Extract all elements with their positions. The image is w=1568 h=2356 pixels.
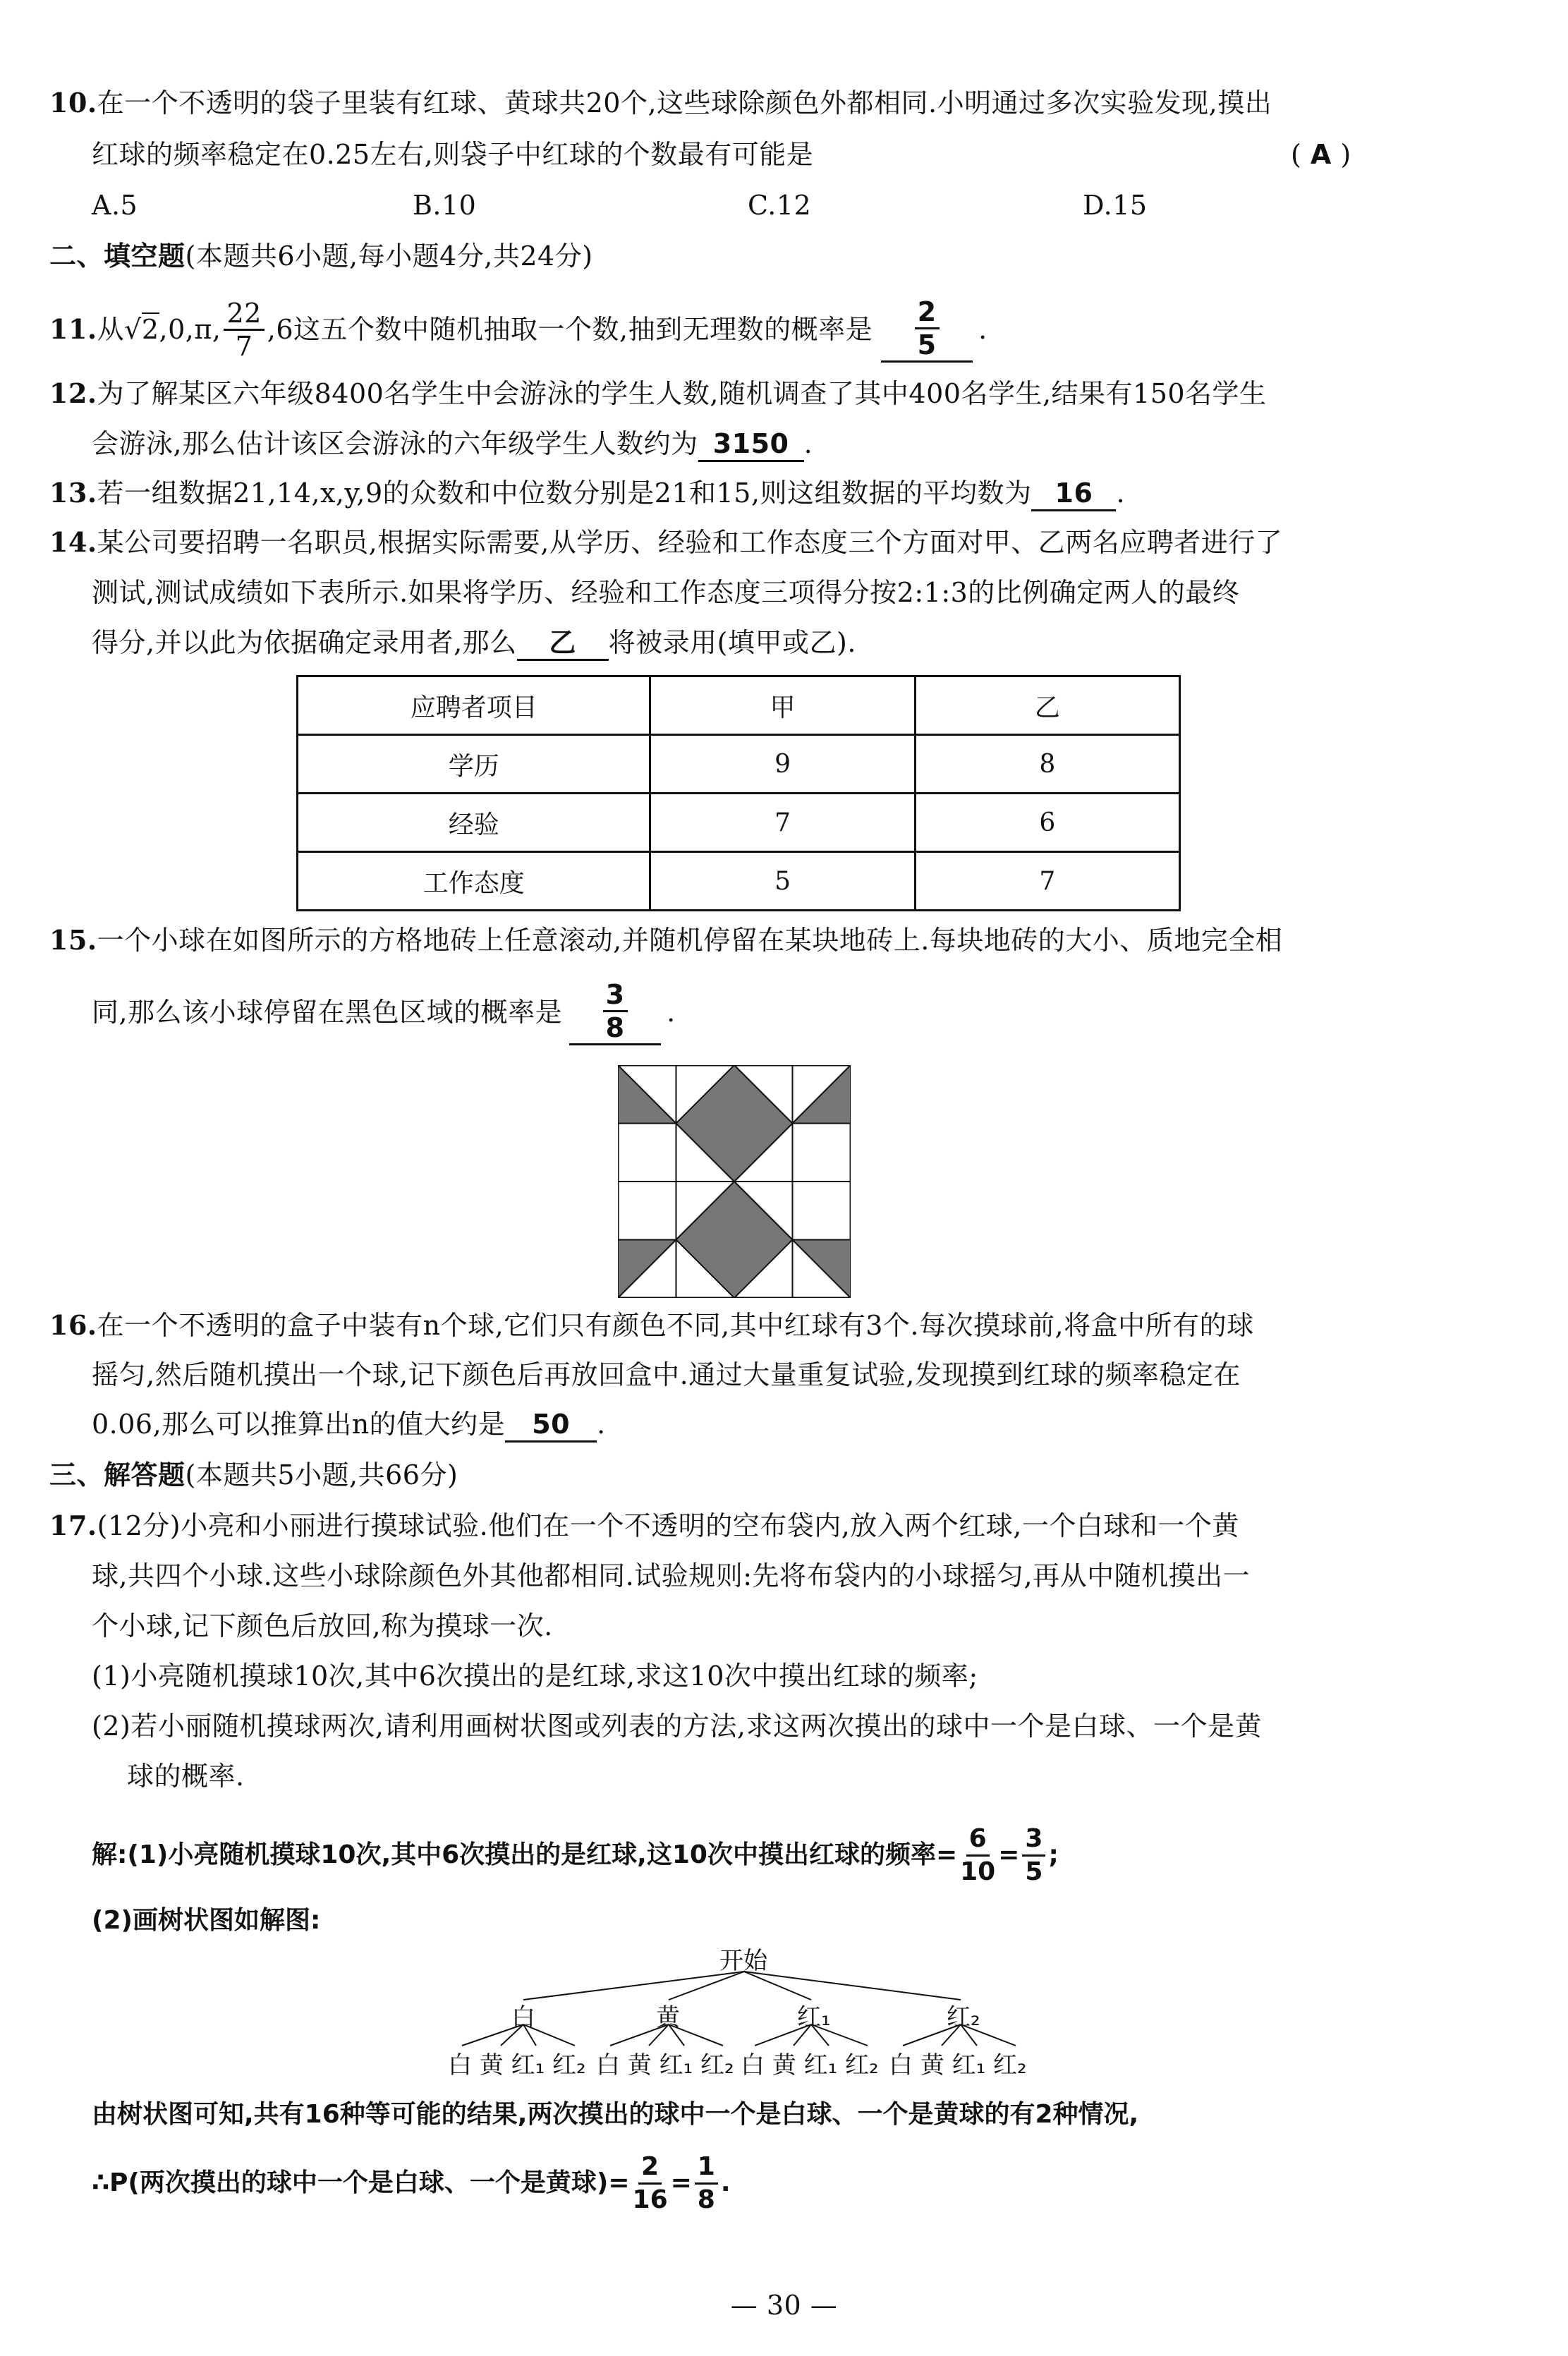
solution-line3: 由树状图可知,共有16种等可能的结果,两次摸出的球中一个是白球、一个是黄球的有2种情况,	[92, 2100, 1139, 2129]
q10-option-d: D.15	[1083, 190, 1148, 221]
q15-line2: 同,那么该小球停留在黑色区域的概率是 $\frac{3}{8}$ .	[92, 973, 676, 1051]
q10-option-b: B.10	[413, 190, 477, 221]
q14-line3: 得分,并以此为依据确定录用者,那么 乙 将被录用(填甲或乙).	[92, 626, 856, 661]
solution-line1: 解:(1)小亮随机摸球10次,其中6次摸出的是红球,这10次中摸出红球的频率= $\frac{6}{10}$ = $\frac{3}{5}$ ;	[92, 1823, 1059, 1886]
table-cell: 8	[915, 735, 1179, 794]
table-header: 甲	[650, 676, 915, 735]
tree-leaves: 白 黄 红₁ 红₂	[448, 2051, 586, 2079]
q10-line2: 红球的频率稳定在0.25左右,则袋子中红球的个数最有可能是	[92, 139, 814, 170]
q15-line1: 15.一个小球在如图所示的方格地砖上任意滚动,并随机停留在某块地砖上.每块地砖的大小、质地完全相	[49, 924, 1283, 956]
solution-line2: (2)画树状图如解图:	[92, 1906, 321, 1935]
table-cell: 经验	[298, 794, 650, 852]
tree-node: 黄	[656, 2003, 680, 2032]
tree-leaves: 白 黄 红₁ 红₂	[741, 2051, 879, 2079]
q14-line2: 测试,测试成绩如下表所示.如果将学历、经验和工作态度三项得分按2:1:3的比例确定两人的最终	[92, 577, 1240, 608]
table-cell: 学历	[298, 735, 650, 794]
table-cell: 9	[650, 735, 915, 794]
q10-answer: ( A )	[1291, 139, 1351, 170]
q16-line3: 0.06,那么可以推算出n的值大约是 50 .	[92, 1408, 606, 1443]
q12-answer-blank: 3150	[698, 427, 804, 462]
fraction-2-16: $\frac{2}{16}$	[632, 2151, 668, 2214]
fraction-1-8: $\frac{1}{8}$	[695, 2151, 718, 2216]
q10-option-c: C.12	[748, 190, 812, 221]
q12-line1: 12.为了解某区六年级8400名学生中会游泳的学生人数,随机调查了其中400名学生,结果有150名学生	[49, 377, 1267, 409]
q10-line1: 10.在一个不透明的袋子里装有红球、黄球共20个,这些球除颜色外都相同.小明通过多次实验发现,摸出	[49, 87, 1272, 119]
section3-heading: 三、解答题(本题共5小题,共66分)	[49, 1459, 458, 1490]
table-cell: 7	[650, 794, 915, 852]
q14-line1: 14.某公司要招聘一名职员,根据实际需要,从学历、经验和工作态度三个方面对甲、乙两名应聘者进行了	[49, 526, 1283, 558]
q11-answer-blank: $\frac{2}{5}$	[881, 296, 973, 363]
tree-node: 红₂	[947, 2003, 980, 2032]
q16-answer-blank: 50	[505, 1408, 597, 1443]
q15-answer-blank: $\frac{3}{8}$	[569, 979, 661, 1045]
tree-node: 白	[511, 2003, 535, 2032]
q17-line1: 17.(12分)小亮和小丽进行摸球试验.他们在一个不透明的空布袋内,放入两个红球,一个白球和一个黄	[49, 1510, 1239, 1541]
sqrt-symbol: √2	[124, 314, 159, 345]
q12-line2: 会游泳,那么估计该区会游泳的六年级学生人数约为 3150 .	[92, 427, 813, 462]
q13-answer-blank: 16	[1031, 477, 1116, 511]
table-header: 应聘者项目	[298, 676, 650, 735]
solution-line4: ∴P(两次摸出的球中一个是白球、一个是黄球)= $\frac{2}{16}$ = $\frac{1}{8}$ .	[92, 2151, 731, 2214]
fraction-6-10: $\frac{6}{10}$	[960, 1823, 996, 1886]
tree-node: 红₁	[797, 2003, 831, 2032]
q10-option-a: A.5	[92, 190, 138, 221]
q16-line2: 摇匀,然后随机摸出一个球,记下颜色后再放回盒中.通过大量重复试验,发现摸到红球的频率稳定在	[92, 1359, 1241, 1390]
table-cell: 工作态度	[298, 852, 650, 911]
page-number: — 30 —	[730, 2290, 838, 2321]
tree-leaves: 白 黄 红₁ 红₂	[596, 2051, 734, 2079]
q14-answer-blank: 乙	[517, 626, 609, 661]
q13: 13.若一组数据21,14,x,y,9的众数和中位数分别是21和15,则这组数据的平均数为 16 .	[49, 477, 1125, 511]
q11: 11. 从 √2 ,0,π, $\frac{22}{7}$ ,6这五个数中随机抽取一个数,抽到无理数的概率是 $\frac{2}{5}$ .	[49, 296, 987, 362]
tree-leaves: 白 黄 红₁ 红₂	[889, 2051, 1027, 2079]
q17-part1: (1)小亮随机摸球10次,其中6次摸出的是红球,求这10次中摸出红球的频率;	[92, 1660, 978, 1692]
fraction-3-5: $\frac{3}{5}$	[1022, 1823, 1045, 1888]
q17-line3: 个小球,记下颜色后放回,称为摸球一次.	[92, 1610, 553, 1641]
tree-root: 开始	[719, 1947, 767, 1975]
section2-heading: 二、填空题(本题共6小题,每小题4分,共24分)	[49, 240, 593, 272]
q16-line1: 16.在一个不透明的盒子中装有n个球,它们只有颜色不同,其中红球有3个.每次摸球前,将盒中所有的球	[49, 1309, 1254, 1341]
fraction-22-7: $\frac{22}{7}$	[224, 298, 264, 362]
q17-line2: 球,共四个小球.这些小球除颜色外其他都相同.试验规则:先将布袋内的小球摇匀,再从中随机摸出一	[92, 1560, 1251, 1591]
table-cell: 6	[915, 794, 1179, 852]
q17-part2-line2: 球的概率.	[127, 1761, 245, 1792]
table-cell: 5	[650, 852, 915, 911]
q17-part2-line1: (2)若小丽随机摸球两次,请利用画树状图或列表的方法,求这两次摸出的球中一个是白球、一个是黄	[92, 1711, 1262, 1742]
table-cell: 7	[915, 852, 1179, 911]
table-header: 乙	[915, 676, 1179, 735]
